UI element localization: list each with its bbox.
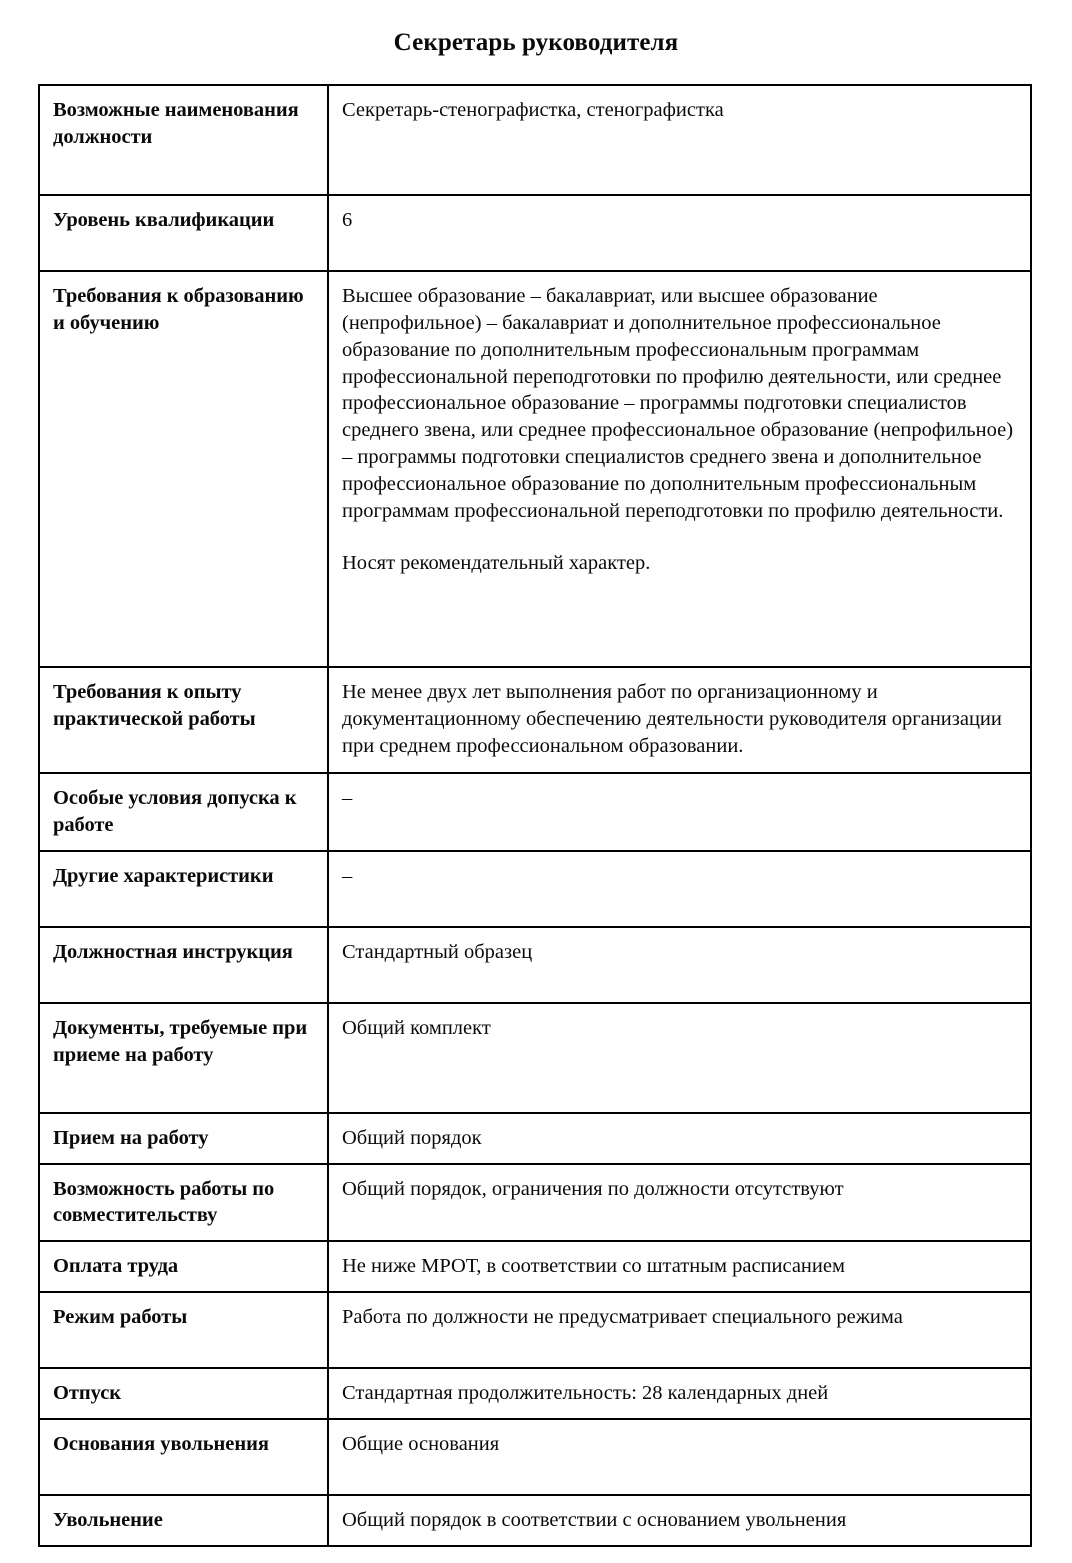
row-value xyxy=(328,1113,1031,1164)
row-label: Другие характеристики xyxy=(39,851,328,927)
row-value-paragraph: Общий порядок xyxy=(342,1126,482,1149)
row-value-paragraph: Работа по должности не предусматривает специального режима xyxy=(342,1306,903,1329)
table-row xyxy=(39,1164,1031,1242)
row-value xyxy=(328,1003,1031,1113)
table-row xyxy=(39,271,1031,667)
row-value-paragraph: Стандартная продолжительность: 28 календарных дней xyxy=(342,1382,829,1405)
row-label: Увольнение xyxy=(39,1495,328,1546)
row-label: Требования к опыту практической работы xyxy=(39,667,328,773)
row-label: Основания увольнения xyxy=(39,1419,328,1495)
spec-table-container xyxy=(0,58,1072,1547)
row-value-paragraph: Общие основания xyxy=(342,1432,500,1455)
table-row xyxy=(39,85,1031,195)
row-value xyxy=(328,1495,1031,1546)
row-value xyxy=(328,85,1031,195)
table-row xyxy=(39,851,1031,927)
table-row xyxy=(39,773,1031,851)
table-row xyxy=(39,1003,1031,1113)
row-value-paragraph: Не ниже МРОТ, в соответствии со штатным расписанием xyxy=(342,1255,845,1278)
row-value-paragraph: Стандартный образец xyxy=(342,940,533,963)
row-value xyxy=(328,667,1031,773)
table-row xyxy=(39,1419,1031,1495)
table-row xyxy=(39,1292,1031,1368)
row-value-paragraph: Общий комплект xyxy=(342,1016,491,1039)
row-value xyxy=(328,271,1031,667)
row-value xyxy=(328,195,1031,271)
row-value-paragraph: Не менее двух лет выполнения работ по организационному и документационному обеспечению деятельности руководителя организации при среднем профессиональном образовании. xyxy=(342,681,1002,757)
row-value xyxy=(328,773,1031,851)
table-row xyxy=(39,195,1031,271)
row-value-paragraph: Секретарь-стенографистка, стенографистка xyxy=(342,99,724,121)
row-value xyxy=(328,1419,1031,1495)
row-value xyxy=(328,1164,1031,1242)
table-row xyxy=(39,1241,1031,1292)
row-label: Режим работы xyxy=(39,1292,328,1368)
row-value xyxy=(328,1368,1031,1419)
row-value-paragraph: Носят рекомендательный характер. xyxy=(342,551,651,574)
job-specification-table xyxy=(38,84,1032,1547)
table-row xyxy=(39,667,1031,773)
row-label: Прием на работу xyxy=(39,1113,328,1164)
row-value-paragraph: Общий порядок, ограничения по должности отсутствуют xyxy=(342,1177,844,1200)
row-value xyxy=(328,1292,1031,1368)
row-label: Документы, требуемые при приеме на работу xyxy=(39,1003,328,1113)
row-value-paragraph: – xyxy=(342,864,353,887)
row-label: Отпуск xyxy=(39,1368,328,1419)
table-row xyxy=(39,1113,1031,1164)
row-value-paragraph: 6 xyxy=(342,209,353,231)
row-value xyxy=(328,851,1031,927)
table-row xyxy=(39,927,1031,1003)
row-label: Требования к образованию и обучению xyxy=(39,271,328,667)
table-row xyxy=(39,1495,1031,1546)
table-body xyxy=(39,85,1031,1546)
row-value-paragraph: – xyxy=(342,787,353,809)
row-label: Особые условия допуска к работе xyxy=(39,773,328,851)
row-label: Возможные наименования должности xyxy=(39,85,328,195)
row-value-paragraph: Высшее образование – бакалавриат, или высшее образование (непрофильное) – бакалавриат и дополнительное профессиональное образование по дополнительным профессиональным программам профессиональной переподготовки по профилю деятельности, или среднее профессиональное образование – программы подготовки специалистов среднего звена, или среднее профессиональное образование (непрофильное) – программы подготовки специалистов среднего звена и дополнительное профессиональное образование по дополнительным профессиональным программам профессиональной переподготовки по профилю деятельности. xyxy=(342,285,1014,522)
row-label: Оплата труда xyxy=(39,1241,328,1292)
page-title: Секретарь руководителя xyxy=(393,29,679,56)
row-value-paragraph: Общий порядок в соответствии с основанием увольнения xyxy=(342,1508,847,1531)
row-label: Должностная инструкция xyxy=(39,927,328,1003)
row-value xyxy=(328,1241,1031,1292)
table-row xyxy=(39,1368,1031,1419)
row-value xyxy=(328,927,1031,1003)
row-label: Возможность работы по совместительству xyxy=(39,1164,328,1242)
row-label: Уровень квалификации xyxy=(39,195,328,271)
